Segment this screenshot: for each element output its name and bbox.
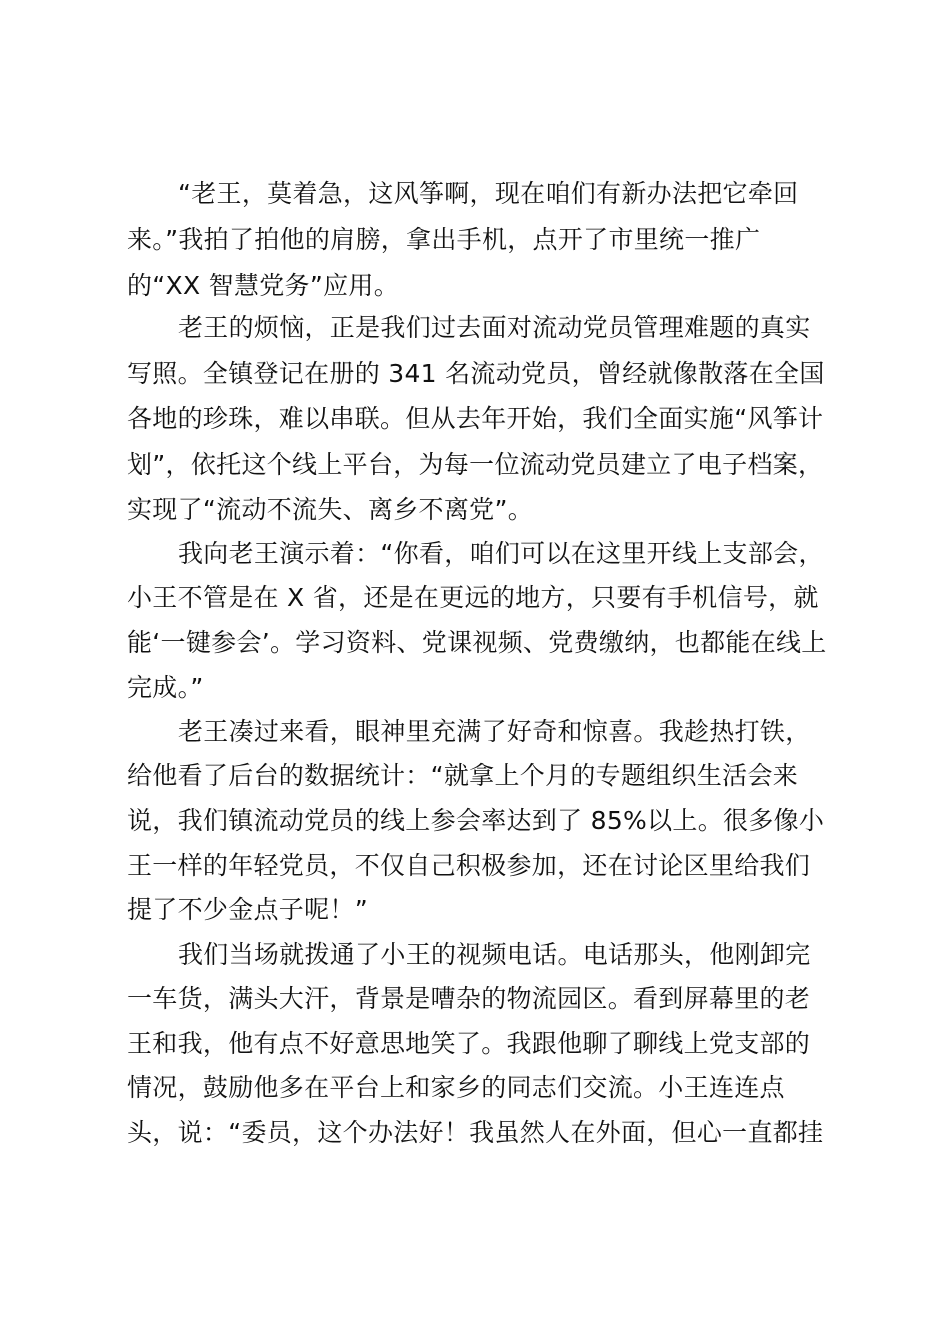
text-line: 说，我们镇流动党员的线上参会率达到了 85%以上。很多像小 [127,806,825,835]
text-line: 情况，鼓励他多在平台上和家乡的同志们交流。小王连连点 [127,1073,785,1102]
text-line: 各地的珍珠，难以串联。但从去年开始，我们全面实施“风筝计 [127,404,824,433]
text-line: 我向老王演示着：“你看，咱们可以在这里开线上支部会， [178,539,824,568]
text-line: 的“XX 智慧党务”应用。 [127,271,400,300]
text-line: 写照。全镇登记在册的 341 名流动党员，曾经就像散落在全国 [127,359,825,388]
text-line: 一车货，满头大汗，背景是嘈杂的物流园区。看到屏幕里的老 [127,984,811,1013]
text-line: 王一样的年轻党员，不仅自己积极参加，还在讨论区里给我们 [127,851,811,880]
text-line: 王和我，他有点不好意思地笑了。我跟他聊了聊线上党支部的 [127,1029,811,1058]
text-line: 我们当场就拨通了小王的视频电话。电话那头，他刚卸完 [178,940,811,969]
text-line: 完成。” [127,673,204,702]
text-line: 实现了“流动不流失、离乡不离党”。 [127,495,534,524]
text-line: 小王不管是在 X 省，还是在更远的地方，只要有手机信号，就 [127,583,819,612]
text-line: 划”，依托这个线上平台，为每一位流动党员建立了电子档案， [127,450,824,479]
text-line: 老王的烦恼，正是我们过去面对流动党员管理难题的真实 [178,313,811,342]
text-line: 老王凑过来看，眼神里充满了好奇和惊喜。我趁热打铁， [178,717,811,746]
text-line: 提了不少金点子呢！” [127,895,368,924]
text-line: 给他看了后台的数据统计：“就拿上个月的专题组织生活会来 [127,761,799,790]
text-line: 能‘一键参会’。学习资料、党课视频、党费缴纳，也都能在线上 [127,628,827,657]
text-line: 头，说：“委员，这个办法好！我虽然人在外面，但心一直都挂 [127,1118,824,1147]
text-line: 来。”我拍了拍他的肩膀，拿出手机，点开了市里统一推广 [127,225,761,254]
text-line: “老王，莫着急，这风筝啊，现在咱们有新办法把它牵回 [178,179,799,208]
